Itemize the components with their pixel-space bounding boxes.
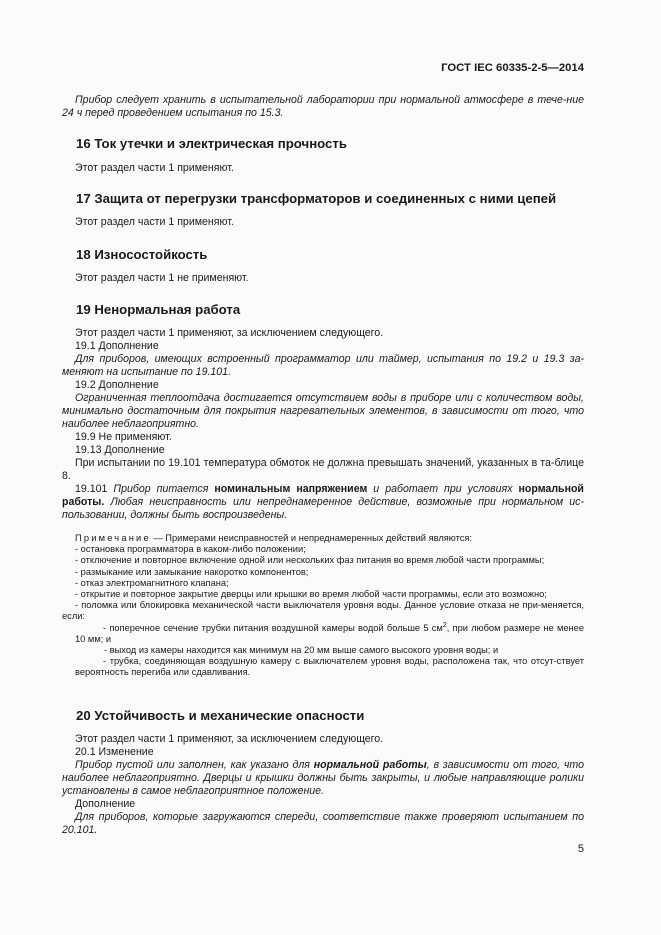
note-subitem-tube: - трубка, соединяющая воздушную камеру с выключателем уровня воды, расположена так, что отсут-ствует вероятность перегиба или сдавливания. xyxy=(75,656,584,678)
note-intro: — Примерами неисправностей и непреднамеренных действий являются: xyxy=(153,533,472,543)
section-19-body xyxy=(62,327,584,522)
s20-addition-heading: Дополнение xyxy=(75,798,136,810)
section-17-body: Этот раздел части 1 применяют. xyxy=(75,216,234,228)
note-item: - отключение и повторное включение одной или нескольких фаз питания во время любой части программы; xyxy=(75,555,545,566)
s20-1-text xyxy=(62,759,584,798)
s20-1-part-c: , в зависимости от того, что наиболее неблагоприятно. Дверцы и крышки должны быть закрыты, и любые направляющие ролики установлены в самое неблагоприятное положение. xyxy=(62,759,584,797)
section-19-title: 19 Ненормальная работа xyxy=(76,302,241,317)
s19-9-text: 19.9 Не применяют. xyxy=(75,431,172,443)
section-20-body xyxy=(62,733,584,837)
s20-1-normal-operation: нормальной работы xyxy=(313,759,427,771)
s19-13-heading: 19.13 Дополнение xyxy=(75,444,165,456)
section-18-title: 18 Износостойкость xyxy=(76,247,208,262)
section-18-body: Этот раздел части 1 не применяют. xyxy=(75,272,249,284)
s19-101-part-e: Любая неисправность или непреднамеренное действие, возможные при нормальном ис-пользовании, должны быть воспроизведены. xyxy=(62,496,584,521)
s19-1-heading: 19.1 Дополнение xyxy=(75,340,159,352)
s19-intro: Этот раздел части 1 применяют, за исключением следующего. xyxy=(75,327,384,339)
document-code-header: ГОСТ IEC 60335-2-5—2014 xyxy=(441,62,584,74)
note-item-water-level-switch: - поломка или блокировка механической части выключателя уровня воды. Данное условие отказа не при-меняется, если: xyxy=(62,600,584,622)
page-number: 5 xyxy=(577,843,584,855)
s19-101-rated-voltage: номинальным напряжением xyxy=(214,483,368,495)
s19-101-part-a: Прибор питается xyxy=(113,483,209,495)
s19-1-text: Для приборов, имеющих встроенный программатор или таймер, испытания по 19.2 и 19.3 за-меняют на испытание по 19.101. xyxy=(62,353,584,378)
section-18-body-block xyxy=(62,272,584,285)
section-16-body-block xyxy=(62,162,584,175)
note-label: Примечание xyxy=(75,533,151,543)
section-17-body-block xyxy=(62,216,584,229)
intro-paragraph-block xyxy=(62,94,584,120)
s20-1-part-a: Прибор пустой или заполнен, как указано для xyxy=(75,759,310,771)
s19-101-text xyxy=(62,483,584,522)
note-subitem-cross-section-text-end: , при любом размере не менее 10 мм; и xyxy=(75,622,584,644)
section-16-body: Этот раздел части 1 применяют. xyxy=(75,162,234,174)
s19-101-normal-operation: нормальной работы. xyxy=(62,483,584,508)
s19-2-text: Ограниченная теплоотдача достигается отсутствием воды в приборе или с количеством воды, минимально достаточным для покрытия нагревательных элементов, в зависимости от того, что наиболее неблагоприятно. xyxy=(62,392,584,430)
s20-intro: Этот раздел части 1 применяют, за исключением следующего. xyxy=(75,733,384,745)
note-item: - открытие и повторное закрытие дверцы или крышки во время любой части программы, если это возможно; xyxy=(75,589,547,600)
note-subitem-superscript: 2 xyxy=(442,621,447,629)
s19-2-heading: 19.2 Дополнение xyxy=(75,379,159,391)
note-subitem-cross-section xyxy=(62,623,584,645)
note-item: - остановка программатора в каком-либо положении; xyxy=(75,544,306,555)
section-17-title: 17 Защита от перегрузки трансформаторов и соединенных с ними цепей xyxy=(76,191,557,206)
section-20-title: 20 Устойчивость и механические опасности xyxy=(76,708,365,723)
s20-1-heading: 20.1 Изменение xyxy=(75,746,154,758)
section-19-note xyxy=(62,533,584,679)
s19-13-text: При испытании по 19.101 температура обмоток не должна превышать значений, указанных в та-блице 8. xyxy=(62,457,584,482)
s19-101-part-c: и работает при условиях xyxy=(373,483,513,495)
note-subitem-cross-section-text: - поперечное сечение трубки питания воздушной камеры водой больше 5 см xyxy=(103,622,443,633)
s19-101-number: 19.101 xyxy=(75,483,108,495)
note-item: - отказ электромагнитного клапана; xyxy=(75,577,229,588)
s20-addition-text: Для приборов, которые загружаются спереди, соответствие также проверяют испытанием по 20.101. xyxy=(62,811,584,836)
section-16-title: 16 Ток утечки и электрическая прочность xyxy=(76,136,347,151)
intro-paragraph: Прибор следует хранить в испытательной лаборатории при нормальной атмосфере в тече-ние 24 ч перед проведением испытания по 15.3. xyxy=(62,94,584,119)
note-subitem-chamber-outlet: - выход из камеры находится как минимум на 20 мм выше самого высокого уровня воды; и xyxy=(104,645,499,656)
note-intro-line xyxy=(62,533,584,544)
note-item: - размыкание или замыкание накоротко компонентов; xyxy=(75,566,309,577)
